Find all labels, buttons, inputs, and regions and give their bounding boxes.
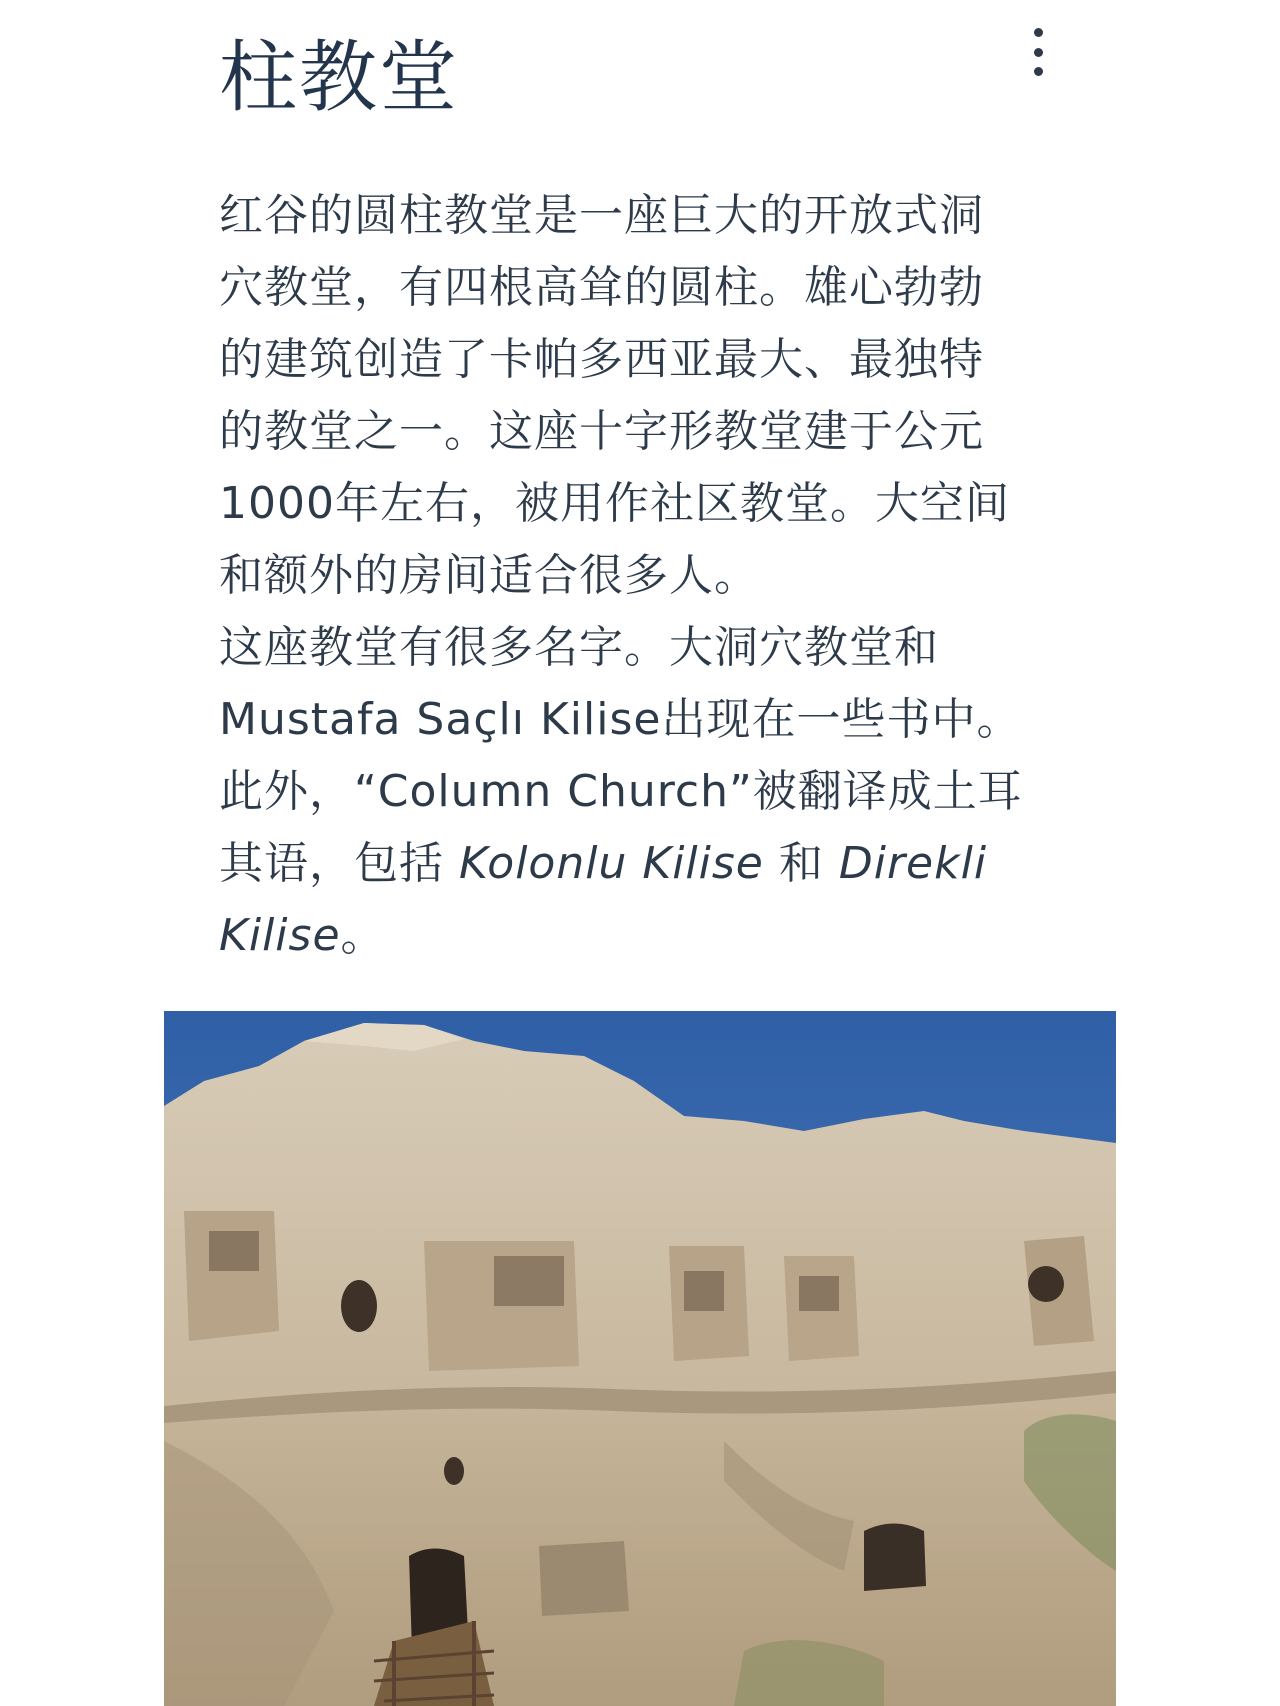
body-line: 红谷的圆柱教堂是一座巨大的开放式洞 (219, 190, 984, 241)
pigeon-window (799, 1276, 839, 1311)
pigeon-window (684, 1271, 724, 1311)
cave-opening (864, 1524, 926, 1592)
more-vertical-icon-dot (1034, 48, 1043, 57)
cave-church-photo (164, 1011, 1116, 1706)
cave-opening (341, 1280, 377, 1332)
more-vertical-icon-dot (1034, 67, 1043, 76)
article-body (219, 180, 1079, 972)
body-line: 1000年左右，被用作社区教堂。大空间 (219, 478, 1010, 529)
turkish-name-direkli: Direkli (838, 838, 988, 889)
turkish-name-kilise: Kilise (219, 910, 341, 961)
body-line: 的建筑创造了卡帕多西亚最大、最独特 (219, 334, 984, 385)
cave-church-illustration (164, 1011, 1116, 1706)
page-title: 柱教堂 (219, 33, 460, 123)
cave-opening (1028, 1266, 1064, 1302)
body-line-end (219, 900, 1079, 972)
body-line: 此外，“Column Church”被翻译成土耳 (219, 766, 1023, 817)
more-options-button[interactable] (1021, 28, 1055, 76)
body-line: 和额外的房间适合很多人。 (219, 550, 759, 601)
body-line: 穴教堂，有四根高耸的圆柱。雄心勃勃 (219, 262, 984, 313)
more-vertical-icon (1034, 28, 1043, 37)
pigeon-window (209, 1231, 259, 1271)
cave-hole (444, 1457, 464, 1485)
window-niche (184, 1211, 279, 1341)
body-line: Mustafa Saçlı Kilise出现在一些书中。 (219, 694, 1022, 745)
body-text-fragment: 。 (340, 910, 386, 961)
pigeon-window (494, 1256, 564, 1306)
body-line: 这座教堂有很多名字。大洞穴教堂和 (219, 622, 939, 673)
turkish-name-kolonlu: Kolonlu Kilise (459, 838, 764, 889)
body-text-fragment: 和 (763, 838, 839, 889)
body-line: 的教堂之一。这座十字形教堂建于公元 (219, 406, 984, 457)
body-line-names (219, 828, 1079, 900)
rock-recess (539, 1541, 629, 1616)
body-text-fragment: 其语，包括 (219, 838, 459, 889)
